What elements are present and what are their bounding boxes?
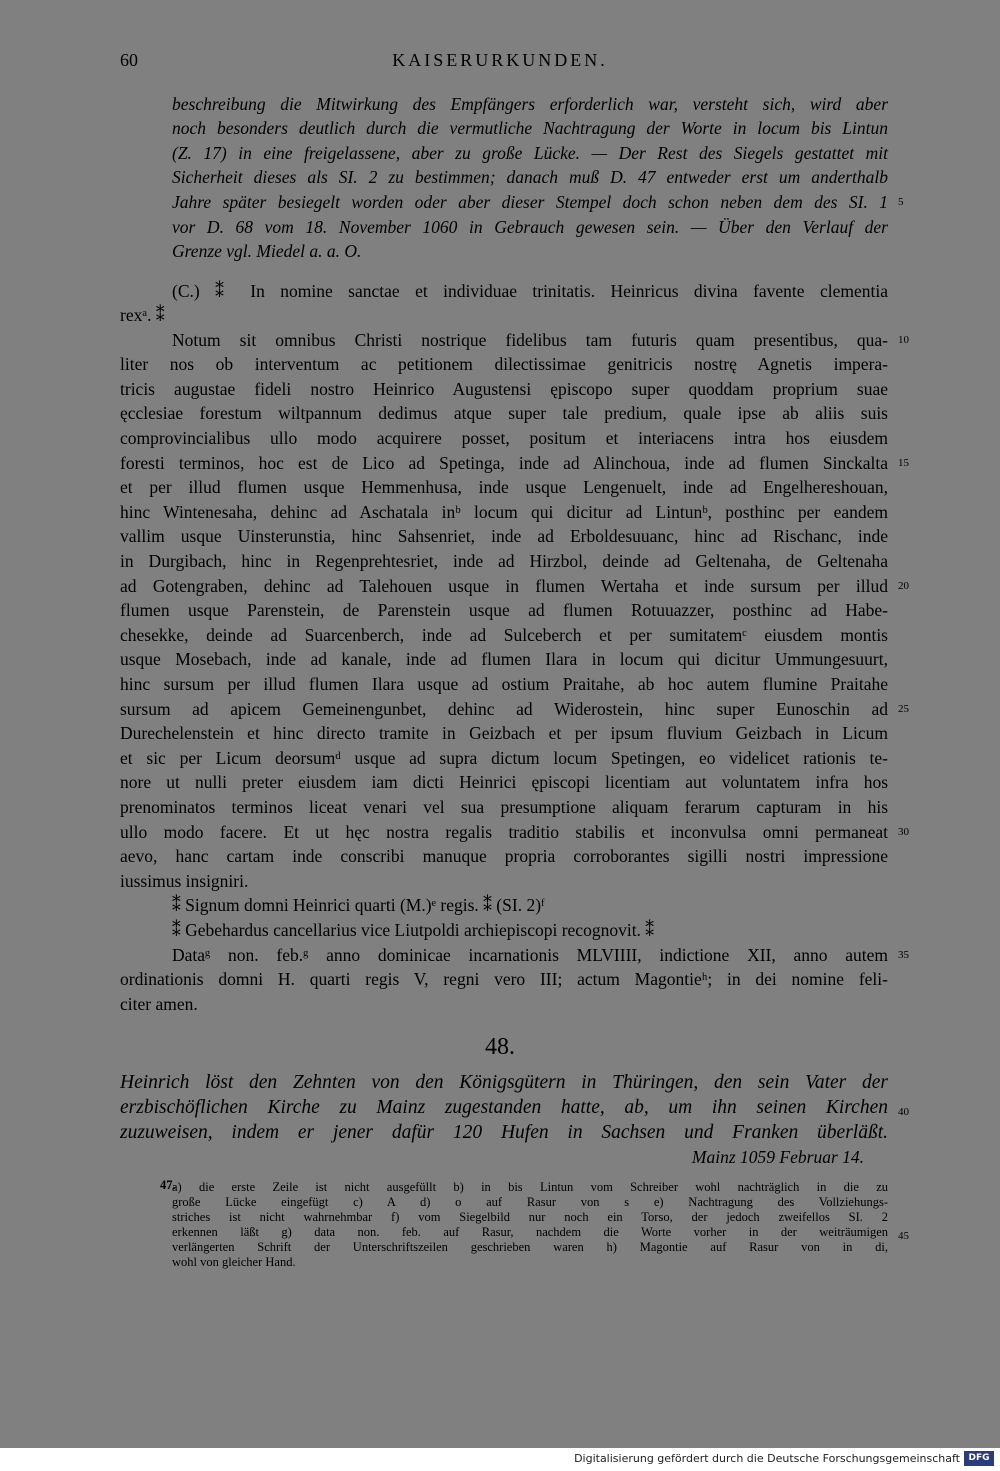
dating-line: Dataᵍ non. feb.ᵍ anno dominicae incarnationis MLVIIII, indictione XII, anno autem (172, 945, 888, 965)
charter-line: tricis augustae fideli nostro Heinrico Augustensi ępiscopo super quoddam proprium suae (120, 379, 888, 399)
recognition-line: ⁑ Gebehardus cancellarius vice Liutpoldi archiepiscopi recognovit. ⁑ (172, 920, 655, 940)
charter-line: hinc Wintenesaha, dehinc ad Aschatala inᵇ locum qui dicitur ad Lintunᵇ, posthinc per eandem (120, 502, 888, 522)
charter-line: et sic per Licum deorsumᵈ usque ad supra dictum locum Spetingen, eo videlicet rationis te- (120, 748, 888, 768)
line-number: 35 (898, 949, 909, 961)
signum-line: ⁑ Signum domni Heinrici quarti (M.)ᵉ regis. ⁑ (SI. 2)ᶠ (172, 895, 545, 915)
dating-line: citer amen. (120, 994, 198, 1014)
footnote-line: striches ist nicht wahrnehmbar f) vom Siegelbild nur noch ein Torso, der jedoch zweifellos SI. 2 (172, 1210, 888, 1224)
charter-line: liter nos ob interventum ac petitionem dilectissimae genitricis nostrę Agnetis impera- (120, 354, 888, 374)
charter-line: ullo modo facere. Et ut hęc nostra regalis traditio stabilis et inconvulsa omni permaneat (120, 822, 888, 842)
footnote-line: erkennen läßt g) data non. feb. auf Rasur, nachdem die Worte vorher in der weiträumigen (172, 1225, 888, 1239)
regest-line: Heinrich löst den Zehnten von den Königsgütern in Thüringen, den sein Vater der (120, 1072, 888, 1093)
line-number: 30 (898, 826, 909, 838)
commentary-line: Jahre später besiegelt worden oder aber dieser Stempel doch schon neben dem des SI. 1 (172, 192, 888, 212)
line-number: 5 (898, 196, 904, 208)
line-number: 20 (898, 580, 909, 592)
line-number: 45 (898, 1230, 909, 1242)
regest-line: erzbischöflichen Kirche zu Mainz zugestanden hatte, ab, um ihn seinen Kirchen (120, 1097, 888, 1118)
page-number: 60 (120, 50, 138, 70)
charter-line: sursum ad apicem Gemeinengunbet, dehinc ad Widerostein, hinc super Eunoschin ad (120, 699, 888, 719)
commentary-line: noch besonders deutlich durch die vermutliche Nachtragung der Worte in locum bis Lintun (172, 118, 888, 138)
commentary-line: Grenze vgl. Miedel a. a. O. (172, 241, 362, 261)
charter-line: ad Gotengraben, dehinc ad Talehouen usque in flumen Wertaha et inde sursum per illud (120, 576, 888, 596)
footer-bar (0, 1448, 1000, 1471)
commentary-line: beschreibung die Mitwirkung des Empfängers erforderlich war, versteht sich, wird aber (172, 94, 888, 114)
dateline: Mainz 1059 Februar 14. (691, 1147, 864, 1167)
footnote-line: wohl von gleicher Hand. (172, 1255, 296, 1269)
footnote-number: 47. (160, 1178, 176, 1192)
charter-line: aevo, hanc cartam inde conscribi manuque propria corroborantes sigilli nostri impressione (120, 846, 888, 866)
charter-line: prenominatos terminos liceat venari vel sua presumptione aliquam ferarum capturam in his (120, 797, 888, 817)
charter-line: comprovincialibus ullo modo acquirere posset, positum et interiacens intra hos eiusdem (120, 428, 888, 448)
document-number: 48. (485, 1034, 515, 1060)
charter-line: Durechelenstein et hinc directo tramite in Geizbach et per ipsum fluvium Geizbach in Licum (120, 723, 888, 743)
footnote-line: verlängerten Schrift der Unterschriftszeilen geschrieben waren h) Magontie auf Rasur von in di, (172, 1240, 888, 1254)
charter-line: ęcclesiae forestum wiltpannum dedimus atque super tale predium, quale ipse ab aliis suis (120, 403, 888, 423)
charter-line: nore ut nulli preter eiusdem iam dicti Heinrici ępiscopi licentiam aut voluntatem infra hos (120, 772, 888, 792)
charter-line: in Durgibach, hinc in Regenprehtesriet, inde ad Hirzbol, deinde ad Geltenaha, de Geltenaha (120, 551, 888, 571)
dating-line: ordinationis domni H. quarti regis V, regni vero III; actum Magontieʰ; in dei nomine feli- (120, 969, 888, 989)
line-number: 25 (898, 703, 909, 715)
commentary-line: (Z. 17) in eine freigelassene, aber zu große Lücke. — Der Rest des Siegels gestattet mit (172, 143, 888, 163)
charter-line: hinc sursum per illud flumen Ilara usque ad ostium Praitahe, ab hoc autem flumine Praitahe (120, 674, 888, 694)
charter-line: usque Mosebach, inde ad kanale, inde ad flumen Ilara in locum qui dicitur Ummungesuurt, (120, 649, 888, 669)
running-title: KAISERURKUNDEN. (392, 50, 608, 70)
line-number: 40 (898, 1106, 909, 1118)
regest-line: zuzuweisen, indem er jener dafür 120 Hufen in Sachsen und Franken überläßt. (120, 1122, 888, 1143)
charter-line: iussimus insigniri. (120, 871, 249, 891)
charter-line: et per illud flumen usque Hemmenhusa, inde usque Lengenuelt, inde ad Engelhereshouan, (120, 477, 888, 497)
dfg-logo: DFG (964, 1451, 994, 1466)
charter-line: chesekke, deinde ad Suarcenberch, inde ad Sulceberch et per sumitatemᶜ eiusdem montis (120, 625, 888, 645)
commentary-line: vor D. 68 vom 18. November 1060 in Gebrauch gewesen sein. — Über den Verlauf der (172, 217, 888, 237)
charter-line: foresti terminos, hoc est de Lico ad Spetinga, inde ad Alinchoua, inde ad flumen Sinckalta (120, 453, 888, 473)
line-number: 15 (898, 457, 909, 469)
charter-line: (C.) ⁑ In nomine sanctae et individuae trinitatis. Heinricus divina favente clementia (172, 281, 888, 301)
charter-line: Notum sit omnibus Christi nostrique fidelibus tam futuris quam presentibus, qua- (172, 330, 888, 350)
footnote-line: a) die erste Zeile ist nicht ausgefüllt b) in bis Lintun vom Schreiber wohl nachträglich in die zu (172, 1180, 888, 1194)
charter-line: vallim usque Uinsterunstia, hinc Sahsenriet, inde ad Erboldesuuanc, hinc ad Rischanc, inde (120, 526, 888, 546)
footer-credit: Digitalisierung gefördert durch die Deutsche Forschungsgemeinschaft (574, 1452, 960, 1465)
charter-line: flumen usque Parenstein, de Parenstein usque ad flumen Rotuuazzer, posthinc ad Habe- (120, 600, 888, 620)
charter-line: rexᵃ. ⁑ (120, 305, 165, 325)
line-number: 10 (898, 334, 909, 346)
footnote-line: große Lücke eingefügt c) A d) o auf Rasur von s e) Nachtragung des Vollziehungs- (172, 1195, 888, 1209)
commentary-line: Sicherheit dieses als SI. 2 zu bestimmen; danach muß D. 47 entweder erst um anderthalb (172, 167, 888, 187)
